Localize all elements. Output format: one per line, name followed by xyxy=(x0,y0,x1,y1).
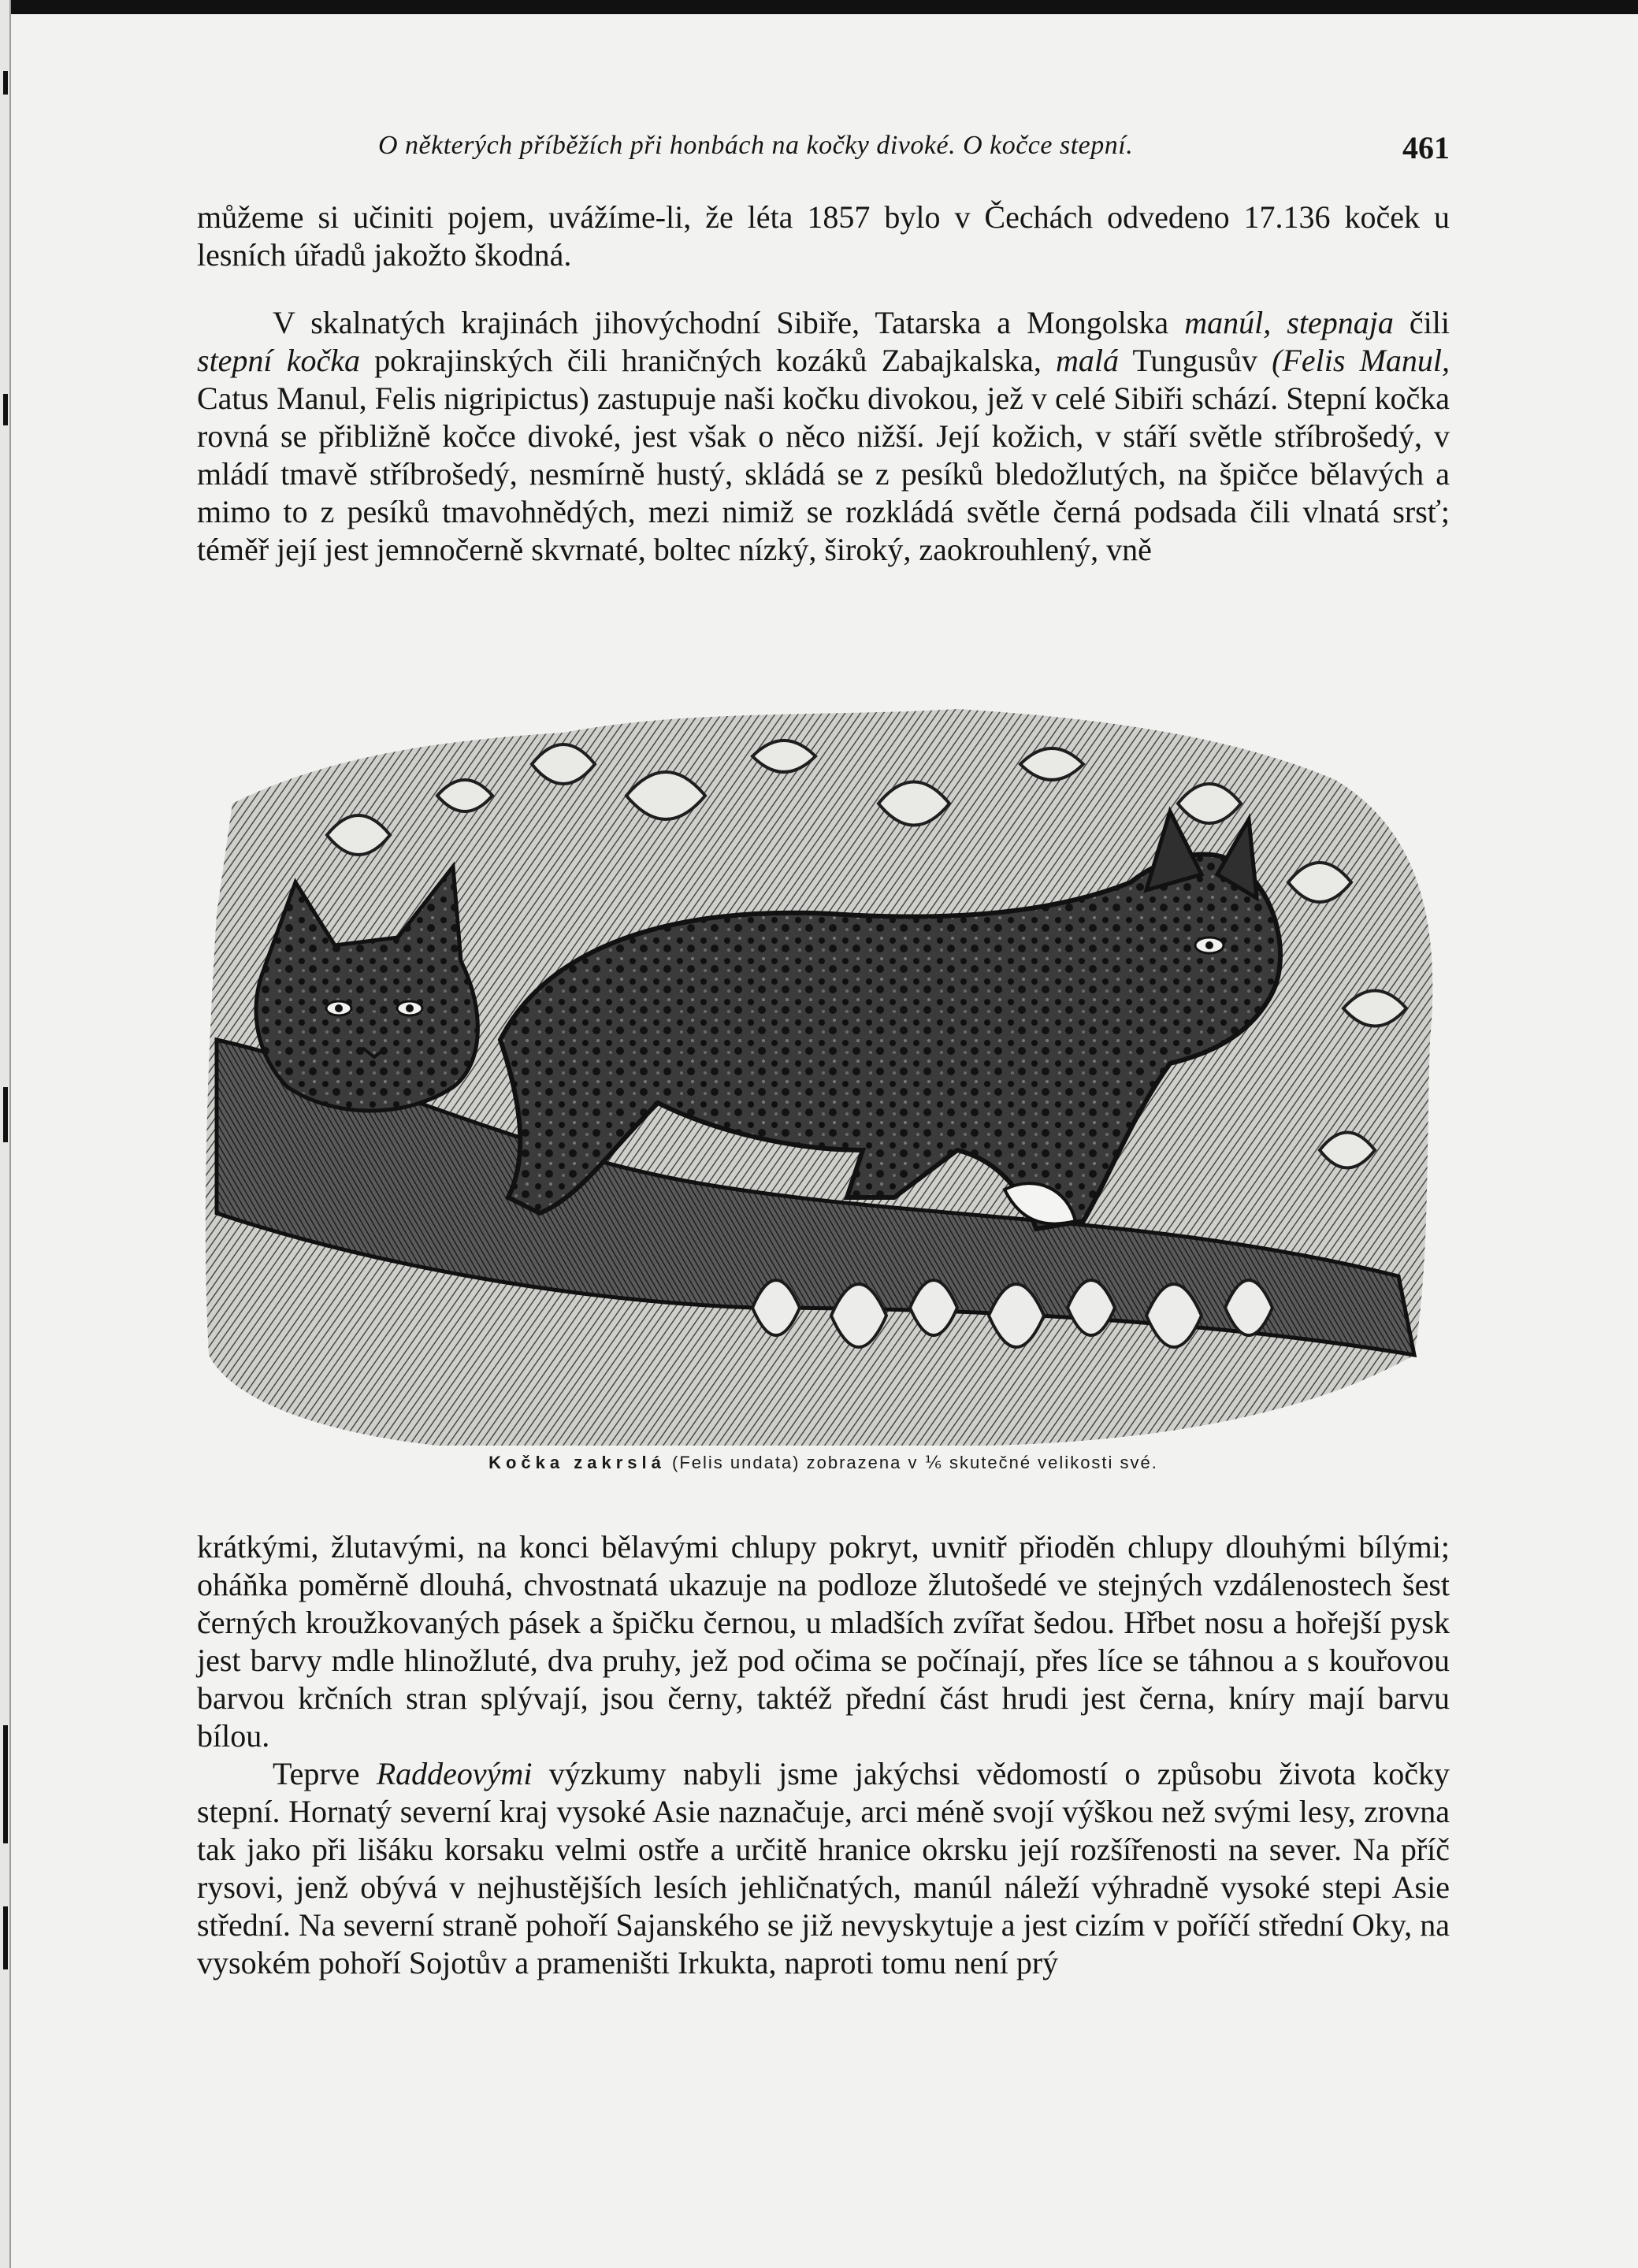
paragraph-description: krátkými, žlutavými, na konci bělavými chlupy pokryt, uvnitř přioděn chlupy dlouhými bílými; oháňka poměrně dlouhá, chvostnatá ukazuje na podloze žlutošedé ve stejných vzdálenostech šest černých kroužkovaných pásek a špičku černou, u mladších zvířat šedou. Hřbet nosu a hořejší pysk jest barvy mdle hlinožluté, dva pruhy, jež pod očima se počínají, přes líce se táhnou a s kouřovou barvou krčních stran splývají, jsou černy, taktéž přední část hrudi jest černa, kníry mají barvu bílou. xyxy=(197,1529,1450,1754)
scan-edge-mark xyxy=(3,1725,8,1843)
paragraph-manul: V skalnatých krajinách jihovýchodní Sibiře, Tatarska a Mongolska manúl, stepnaja čili stepní kočka pokrajinských čili hraničných kozáků Zabajkalska, malá Tungusův (Felis Manul, Catus Manul, Felis nigripictus) zastupuje naši kočku divokou, jež v celé Sibiři schází. Stepní kočka rovná se přibližně kočce divoké, jest však o něco nižší. Její kožich, v stáří světle stříbrošedý, v mládí tmavě stříbrošedý, nesmírně hustý, skládá se z pesíků bledožlutých, na špičce bělavých a mimo to z pesíků tmavohnědých, mezi nimiž se rozkládá světle černá podsada čili vlnatá srsť; téměř její jest jemnočerně skvrnaté, boltec nízký, široký, zaokrouhlený, vně xyxy=(197,305,1450,567)
page-header xyxy=(197,124,1450,172)
running-head: O některých příběžích při honbách na kočky divoké. O kočce stepní. xyxy=(378,131,1134,160)
figure-wild-cats xyxy=(201,709,1446,1472)
scan-edge-mark xyxy=(3,394,8,425)
engraving-illustration xyxy=(201,709,1446,1450)
caption-text: (Felis undata) zobrazena v ⅙ skutečné velikosti své. xyxy=(672,1453,1158,1472)
caption-lead: Kočka zakrslá xyxy=(488,1453,666,1472)
scan-top-edge xyxy=(0,0,1638,14)
paragraph-continuation: můžeme si učiniti pojem, uvážíme-li, že léta 1857 bylo v Čechách odvedeno 17.136 koček u lesních úřadů jakožto škodná. xyxy=(197,199,1450,273)
text-block-bottom xyxy=(197,1528,1450,1982)
scan-edge-mark xyxy=(3,1906,8,1969)
scan-edge-mark xyxy=(3,71,8,95)
text-block-top xyxy=(197,199,1450,569)
page-number: 461 xyxy=(1402,130,1450,165)
paragraph-radde: Teprve Raddeovými výzkumy nabyli jsme jakýchsi vědomostí o způsobu života kočky stepní. Hornatý severní kraj vysoké Asie naznačuje, arci méně svojí výškou než svými lesy, zrovna tak jako při lišáku korsaku velmi ostře a určitě hranice okrsku její rozšířenosti na sever. Na příč rysovi, jenž obývá v nejhustějších lesích jehličnatých, manúl náleží výhradně vysoké stepi Asie střední. Na severní straně pohoří Sajanského se již nevyskytuje a jest cizím v poříčí střední Oky, na vysokém pohoří Sojotův a prameništi Irkukta, naproti tomu není prý xyxy=(197,1756,1450,1980)
figure-caption xyxy=(201,1453,1446,1473)
scan-edge-mark xyxy=(3,1087,8,1142)
